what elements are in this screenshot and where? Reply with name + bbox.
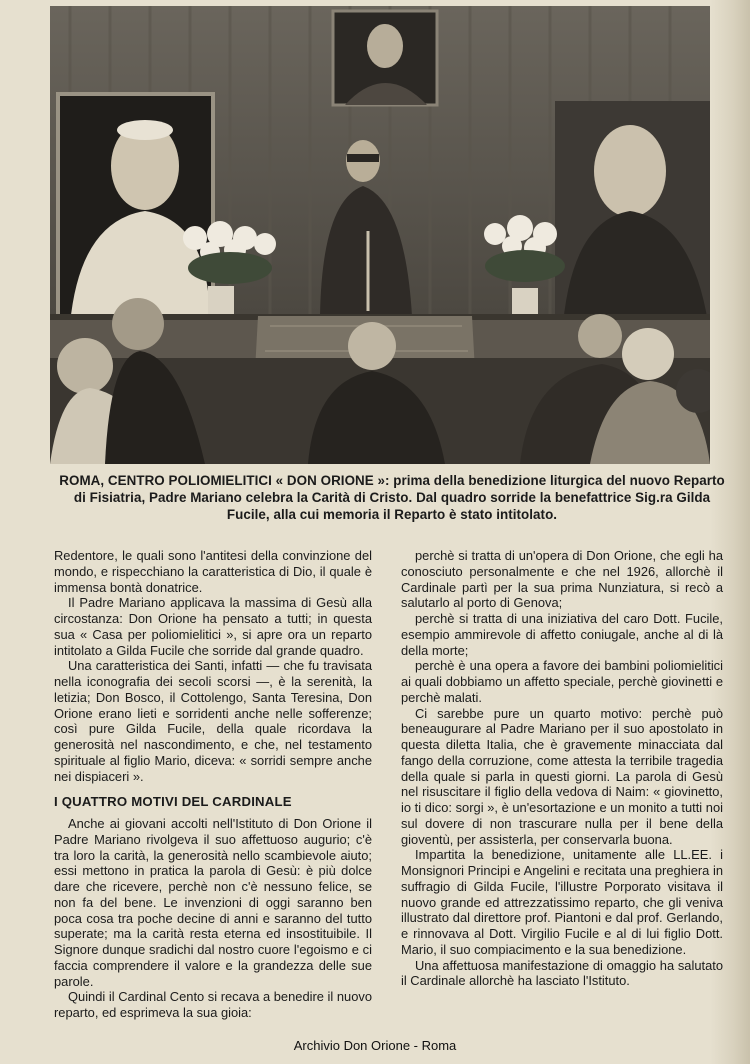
paragraph: Ci sarebbe pure un quarto motivo: perchè può beneaugurare al Padre Mariano per il suo apostolato in questa diletta Italia, che è gravemente minacciata dal fango della corruzione, come attesta la terribile tragedia della quale si parla in questi giorni. La parola di Gesù nel risuscitare il figlio della vedova di Naim: « giovinetto, io ti dico: sorgi », è un'esortazione e un monito a tutti noi sul dovere di non trascurare nulla per il bene della gioventù, per assisterla, per conservarla buona. [401,705,723,847]
paragraph: perchè si tratta di una iniziativa del caro Dott. Fucile, esempio ammirevole di affetto coniugale, anche al di là della morte; [401,611,723,658]
paragraph: Anche ai giovani accolti nell'Istituto di Don Orione il Padre Mariano rivolgeva il suo affettuoso augurio; c'è tra loro la carità, la generosità nello scambievole aiuto; essi mettono in pratica la parola di Gesù: è più dolce dare che ricevere, perchè non c'è nessuno felice, se non fa del bene. Le invenzioni di oggi saranno ben poca cosa tra poche decine di anni e saranno del tutto superate; ma la carità resta eterna ed insostituibile. Il Signore dunque sradichi dal nostro cuore l'egoismo e ci faccia comprendere il valore e la grandezza delle sue parole. [54,816,372,989]
left-column [54,548,372,1021]
right-column [401,548,723,989]
photo-drawing [50,6,710,464]
photo-caption [52,472,732,523]
caption-lead: ROMA, CENTRO POLIOMIELITICI « DON ORIONE »: [59,473,390,488]
paragraph: Il Padre Mariano applicava la massima di Gesù alla circostanza: Don Orione ha pensato a tutti; in questa sua « Casa per poliomielitici », si apre ora un reparto intitolato a Gilda Fucile che sorride dal grande quadro. [54,595,372,658]
paragraph: perchè è una opera a favore dei bambini poliomielitici ai quali dobbiamo un affetto speciale, perchè giovinetti e perchè malati. [401,658,723,705]
archive-footer: Archivio Don Orione - Roma [293,1038,457,1053]
section-heading: I QUATTRO MOTIVI DEL CARDINALE [54,794,292,810]
paragraph: perchè si tratta di un'opera di Don Orione, che egli ha conosciuto personalmente e che nel 1926, allorchè il Cardinale partì per la sua prima Nunziatura, si recò a salutarlo al porto di Genova; [401,548,723,611]
paragraph: Redentore, le quali sono l'antitesi della convinzione del mondo, e rispecchiano la caratteristica di Dio, il quale è immensa bontà donatrice. [54,548,372,595]
paragraph: Quindi il Cardinal Cento si recava a benedire il nuovo reparto, ed esprimeva la sua gioia: [54,989,372,1020]
photograph [50,6,710,464]
paragraph: Impartita la benedizione, unitamente alle LL.EE. i Monsignori Principi e Angelini e recitata una preghiera in suffragio di Gilda Fucile, l'illustre Porporato visitava il nuovo grande ed attrezzatissimo reparto, che gli veniva illustrato dal direttore prof. Piantoni e dal prof. Gerlando, e rinnovava al Dott. Virgilio Fucile e al di lui figlio Dott. Mario, il suo compiacimento e la sua benedizione. [401,847,723,957]
paragraph: Una affettuosa manifestazione di omaggio ha salutato il Cardinale allorchè ha lasciato l'Istituto. [401,957,723,989]
paragraph: Una caratteristica dei Santi, infatti — che fu travisata nella iconografia dei secoli scorsi —, è la serenità, la letizia; Don Bosco, il Cottolengo, Santa Teresina, Don Orione erano lieti e sorridenti anche nelle sofferenze; così pure Gilda Fucile, della quale ricordava la generosità nel nascondimento, e che, nel testamento spirituale al figlio Mario, diceva: « sorridi sempre anche nei dispiaceri ». [54,658,372,784]
caption-text: prima della benedizione liturgica del nuovo Reparto di Fisiatria, Padre Mariano celebra la Carità di Cristo. Dal quadro sorride la benefattrice Sig.ra Gilda Fucile, alla cui memoria il Reparto è stato intitolato. [73,473,725,522]
